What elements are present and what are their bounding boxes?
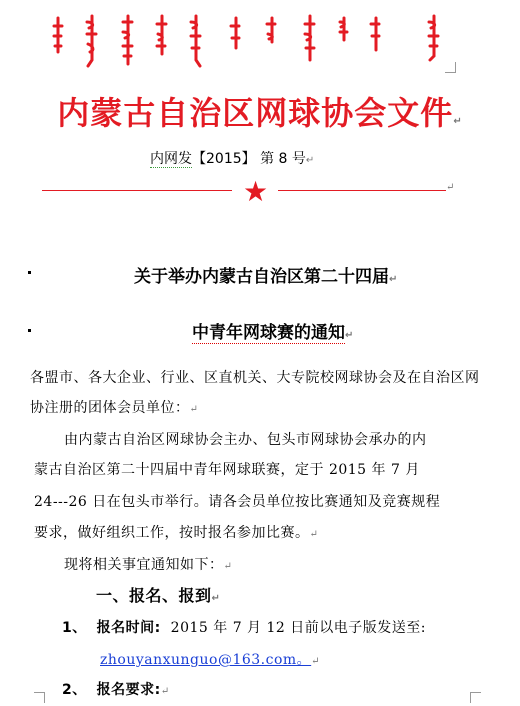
- paragraph-mark: ↵: [446, 182, 455, 193]
- item-1-label: 报名时间:: [96, 620, 161, 636]
- paragraph-mark: ↵: [453, 116, 463, 127]
- item-1: [62, 614, 426, 642]
- paragraph1-line1: 由内蒙古自治区网球协会主办、包头市网球协会承办的内: [64, 432, 427, 448]
- notice-title-line2-text: 中青年网球赛的通知: [192, 323, 345, 343]
- recipients-line2: [30, 394, 198, 424]
- header-rule-right: [278, 190, 446, 191]
- paragraph2-text: 现将相关事宜通知如下：: [64, 557, 224, 573]
- paragraph-mark: ↵: [389, 274, 398, 285]
- paragraph-mark: ↵: [211, 593, 221, 604]
- header-star: ★: [243, 175, 269, 208]
- list-bullet: [28, 329, 31, 332]
- paragraph-mark: ↵: [305, 155, 315, 166]
- item-2-label: 报名要求:: [96, 682, 161, 698]
- section-1-heading-text: 一、报名、报到: [96, 586, 212, 605]
- paragraph-mark: ↵: [309, 529, 319, 540]
- paragraph1-line4-text: 要求，做好组织工作，按时报名参加比赛。: [34, 525, 310, 541]
- paragraph1-line4: [34, 519, 318, 549]
- document-title-text: 内蒙古自治区网球协会文件: [57, 94, 454, 132]
- recipients-line2-text: 协注册的团体会员单位：: [30, 400, 190, 416]
- email-link[interactable]: zhouyanxunguo@163.com。: [100, 652, 312, 668]
- item-2: [62, 676, 170, 706]
- crop-mark-bottom-left: [34, 692, 45, 703]
- list-bullet: [28, 271, 31, 274]
- doc-number-seq: 第 8 号: [260, 151, 306, 167]
- paragraph-mark: ↵: [345, 330, 354, 341]
- crop-mark-bottom-right: [470, 692, 481, 703]
- email-line: [100, 646, 320, 676]
- doc-number-prefix: 内网发: [150, 151, 192, 167]
- paragraph-mark: ↵: [160, 686, 170, 697]
- notice-title-line1-text: 关于举办内蒙古自治区第二十四届: [134, 267, 389, 287]
- notice-title-line1: [134, 262, 397, 287]
- notice-title-line2: [192, 318, 353, 343]
- paragraph1-line2: 蒙古自治区第二十四届中青年网球联赛，定于 2015 年 7 月: [34, 462, 420, 478]
- paragraph-mark: ↵: [189, 404, 199, 415]
- item-2-number: 2、: [62, 682, 87, 698]
- doc-number-year: 【2015】: [192, 151, 256, 167]
- item-1-number: 1、: [62, 620, 87, 636]
- paragraph1-line3: 24---26 日在包头市举行。请各会员单位按比赛通知及竞赛规程: [34, 494, 441, 510]
- document-title: [0, 88, 520, 134]
- paragraph-mark: ↵: [311, 656, 321, 667]
- header-rule-left: [42, 190, 232, 191]
- recipients-line1: 各盟市、各大企业、行业、区直机关、大专院校网球协会及在自治区网: [30, 370, 480, 386]
- paragraph-mark: ↵: [223, 561, 233, 572]
- document-number: [150, 148, 314, 168]
- mongolian-script-title: [46, 12, 466, 72]
- section-1-heading: [96, 582, 220, 613]
- paragraph2: [64, 551, 232, 581]
- item-1-text: 2015 年 7 月 12 日前以电子版发送至:: [170, 620, 426, 636]
